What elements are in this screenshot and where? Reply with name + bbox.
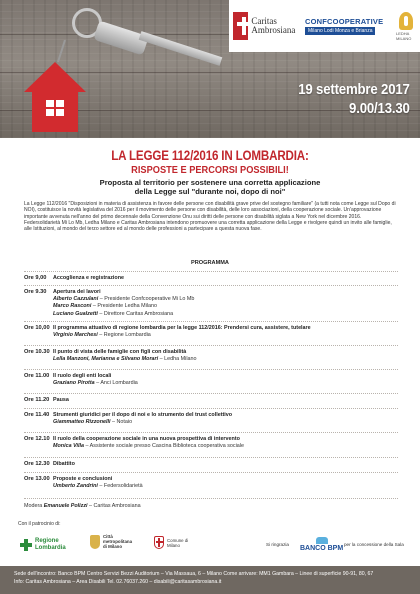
slot-title: Il punto di vista delle famiglie con figli con disabilità: [53, 349, 187, 355]
slot-body: [53, 476, 398, 490]
header-photo: [0, 0, 420, 138]
patronage-label: Con il patrocinio di:: [18, 521, 61, 527]
subtitle-line: Proposta al territorio per sostenere una corretta applicazione: [99, 178, 321, 187]
slot-time: Ore 9,00: [24, 275, 47, 281]
speaker-line: [53, 356, 398, 363]
confcooperative-name: CONFCOOPERATIVE: [305, 17, 384, 26]
footer-venue: Sede dell'incontro: Banco BPM Centro Servizi Bezzi Auditorium – Via Massaua, 6 – Milano Come arrivare: MM1 Gambara – Linee di superficie 90-91, 80, 67: [14, 571, 374, 577]
intro-paragraph: Federsolidarietà Mi Lo Mb, Ledha Milano e Caritas Ambrosiana intendono promuovere una corretta applicazione della Legge e rivolgere quindi un invito alle famiglie, alle Istituzioni, al mondo del terzo settore ed al mondo delle professioni a partecipare a questa nuova fase.: [24, 219, 392, 233]
regione-line: Lombardia: [35, 544, 66, 551]
slot-body: [53, 325, 398, 339]
comune-milano-logo: [154, 536, 188, 549]
ledha-mark-icon: [399, 12, 413, 30]
speaker-line: [53, 296, 398, 303]
caritas-logo: [233, 12, 301, 40]
program-slot: [24, 472, 398, 490]
slot-title: Dibattito: [53, 461, 75, 467]
speaker-role: – Ledha Milano: [158, 356, 197, 363]
slot-body: [53, 275, 398, 282]
slot-body: [53, 349, 398, 363]
slot-time: Ore 10.30: [24, 349, 50, 355]
event-time: 9.00/13.30: [349, 100, 410, 117]
speaker-role: – Notaio: [110, 419, 133, 426]
footer-info: Info: Caritas Ambrosiana – Area Disabili Tel. 02.76037.260 – disabili@caritasambrosiana.it: [14, 579, 222, 585]
main-title: LA LEGGE 112/2016 IN LOMBARDIA:: [111, 148, 309, 163]
slot-time: Ore 10,00: [24, 325, 50, 331]
footer: [0, 566, 420, 594]
event-date: 19 settembre 2017: [298, 81, 410, 98]
speaker-name: Virginio Marchesi: [53, 332, 98, 339]
regione-line: Regione: [35, 538, 59, 544]
ledha-logo-text: LEDHA MILANO: [396, 30, 412, 41]
intro-text: [24, 201, 398, 232]
slot-title: Pausa: [53, 397, 69, 403]
slot-time: Ore 11.20: [24, 397, 50, 403]
slot-body: [53, 373, 398, 387]
speaker-line: [53, 443, 398, 450]
program-slot: [24, 345, 398, 363]
regione-lombardia-icon: [20, 539, 32, 551]
slot-time: Ore 12.10: [24, 436, 50, 442]
program-slot: [24, 432, 398, 450]
intro-paragraph: La Legge 112/2016 "Disposizioni in materia di assistenza in favore delle persone con disabilità grave prive del sostegno familiare" (a tutti nota come Legge sul Dopo di NOI), costituisce la novità legislativa del 2016 per il movimento delle persone con disabilità, delle loro associazioni, della cooperazione sociale. Un'approvazione importante avvenuta nell'anno del primo decennale della Convenzione Onu sui diritti delle persone con disabilità siglata a New York nel dicembre 2016.: [24, 201, 396, 220]
ledha-logo: [396, 12, 416, 41]
metro-line: di Milano: [103, 544, 123, 549]
speaker-name: Umberto Zandrini: [53, 483, 98, 490]
moderator-role: – Caritas Ambrosiana: [87, 503, 141, 509]
speaker-role: – Direttore Caritas Ambrosiana: [97, 310, 174, 317]
slot-title: Accoglienza e registrazione: [53, 275, 124, 281]
event-datetime: [299, 80, 410, 118]
slot-time: Ore 9.30: [24, 289, 47, 295]
banco-bpm-logo: [300, 537, 343, 552]
speaker-line: [53, 332, 398, 339]
confcooperative-logo: [305, 17, 392, 35]
speaker-name: Alberto Cazzulani: [53, 296, 99, 303]
regione-lombardia-logo: [20, 538, 66, 551]
slot-body: [53, 289, 398, 318]
speaker-name: Marco Rasconi: [53, 303, 92, 310]
subtitle: [40, 178, 380, 197]
slot-time: Ore 13.00: [24, 476, 50, 482]
speaker-role: – Regione Lombardia: [97, 332, 151, 339]
speaker-role: – Anci Lombardia: [94, 380, 138, 387]
speaker-role: – Federsolidarietà: [97, 483, 143, 490]
slot-body: [53, 412, 398, 426]
program-slot: [24, 408, 398, 426]
speaker-role: – Presidente Confcooperative Mi Lo Mb: [98, 296, 195, 303]
slot-title: Apertura dei lavori: [53, 289, 101, 295]
speaker-name: Monica Villa: [53, 443, 84, 450]
slot-title: Strumenti giuridici per il dopo di noi e lo strumento del trust collettivo: [53, 412, 233, 418]
metro-line: Città: [103, 534, 113, 539]
concession-text: [344, 542, 404, 547]
banco-bpm-name: BANCO BPM: [300, 545, 344, 552]
program-slot: [24, 393, 398, 404]
thanks-text: [266, 542, 289, 547]
speaker-name: Giammatteo Rizzonelli: [53, 419, 111, 426]
comune-line: Milano: [167, 542, 180, 548]
program-slot: [24, 321, 398, 339]
speaker-name: Lella Manzoni, Marianna e Silvano Morari: [53, 356, 159, 363]
thanks-label: Si ringrazia: [266, 542, 289, 547]
partner-logos: [229, 0, 420, 52]
secondary-title: RISPOSTE E PERCORSI POSSIBILI!: [131, 164, 289, 176]
slot-title: Il programma attuativo di regione lombardia per la legge 112/2016: Prendersi cura, assistere, tutelare: [53, 325, 311, 331]
metro-line: metropolitana: [103, 539, 133, 544]
caritas-cross-icon: [233, 12, 248, 40]
citta-metropolitana-logo: [90, 534, 132, 549]
slot-body: [53, 461, 398, 468]
slot-title: Il ruolo della cooperazione sociale in una nuova prospettiva di intervento: [53, 436, 240, 442]
speaker-name: Graziano Pirotta: [53, 380, 95, 387]
slot-time: Ore 11.40: [24, 412, 50, 418]
program-slot: [24, 457, 398, 468]
slot-time: Ore 12.30: [24, 461, 50, 467]
banco-bpm-icon: [316, 537, 328, 544]
speaker-role: – Presidente Ledha Milano: [91, 303, 157, 310]
program-slot: [24, 369, 398, 387]
slot-time: Ore 11.00: [24, 373, 50, 379]
comune-milano-icon: [154, 536, 164, 549]
concession-label: per la concessione della Sala: [344, 542, 404, 547]
comune-line: Comune di: [167, 537, 189, 543]
program-slot: [24, 285, 398, 318]
speaker-line: [53, 311, 398, 318]
speaker-name: Luciano Gualzetti: [53, 310, 98, 317]
speaker-line: [53, 303, 398, 310]
house-keychain-icon: [20, 40, 90, 135]
moderator-name: Emanuele Polizzi: [43, 503, 88, 509]
caritas-logo-text: Caritas Ambrosiana: [251, 15, 296, 35]
speaker-line: [53, 483, 398, 490]
program-slot: [24, 271, 398, 282]
subtitle-line: della Legge sul "durante noi, dopo di noi": [134, 187, 286, 197]
speaker-role: – Assistente sociale presso Cascina Biblioteca cooperativa sociale: [83, 443, 244, 450]
speaker-line: [53, 380, 398, 387]
key-blade-icon: [139, 31, 223, 66]
slot-body: [53, 436, 398, 450]
slot-title: Proposte e conclusioni: [53, 476, 113, 482]
confcooperative-sub: Milano Lodi Monza e Brianza: [305, 27, 375, 35]
slot-title: Il ruolo degli enti locali: [53, 373, 112, 379]
moderator-line: [24, 498, 398, 509]
sponsor-strip: [18, 532, 410, 558]
speaker-line: [53, 419, 398, 426]
slot-body: [53, 397, 398, 404]
moderator-prefix: Modera: [24, 503, 44, 509]
program-heading: PROGRAMMA: [191, 260, 229, 266]
citta-metropolitana-icon: [90, 535, 100, 549]
